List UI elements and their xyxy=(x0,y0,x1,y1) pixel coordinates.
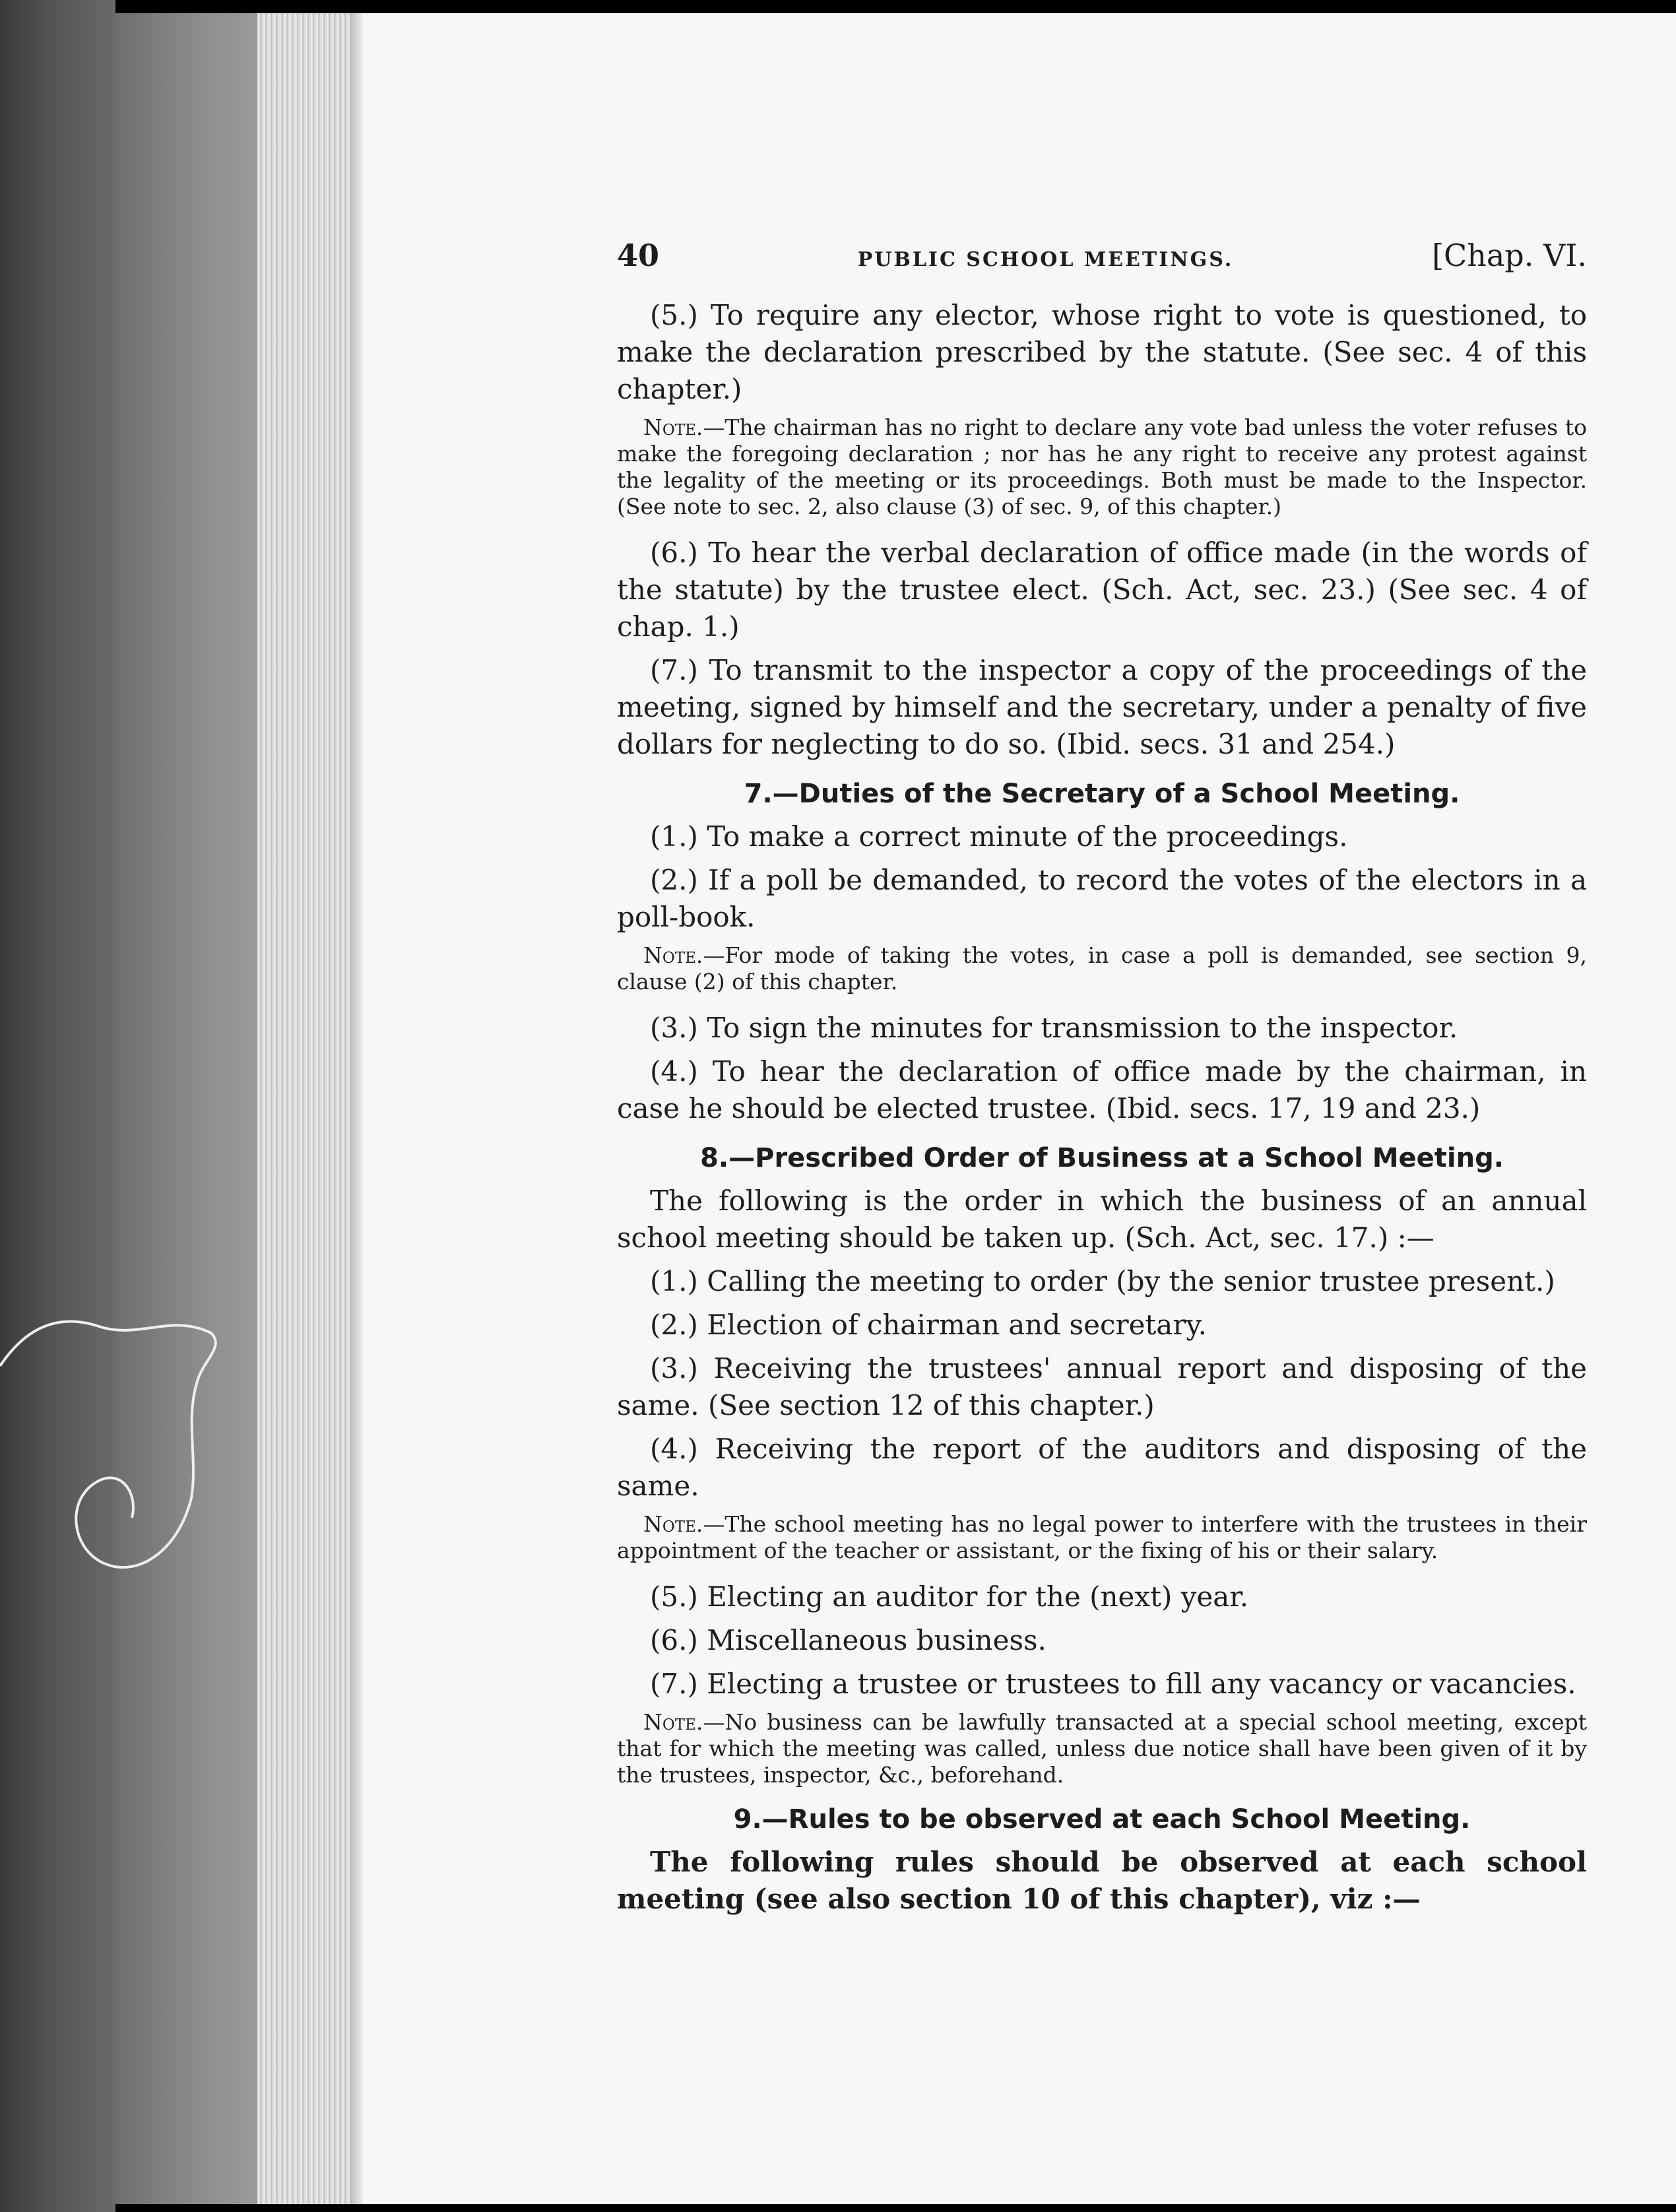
order-item-5: (5.) Electing an auditor for the (next) year. xyxy=(650,1580,1249,1613)
secretary-item-1: (1.) To make a correct minute of the proceedings. xyxy=(650,820,1348,853)
note-text: —No business can be lawfully transacted at a special school meeting, except that for which the meeting was called, unless due notice shall have been given of it by the trustees, inspector, &c., beforehand. xyxy=(617,1709,1587,1788)
page-text-block xyxy=(617,238,1587,1931)
page-number: 40 xyxy=(617,238,660,273)
chapter-label: [Chap. VI. xyxy=(1432,238,1587,273)
page-gutter-shade xyxy=(350,13,363,2204)
note-paragraph xyxy=(617,1709,1587,1788)
order-item-6: (6.) Miscellaneous business. xyxy=(650,1624,1047,1656)
note-text: —The chairman has no right to declare any vote bad unless the voter refuses to make the foregoing declaration ; nor has he any right to receive any protest against the legality of the meeting or its proceedings. Both must be made to the Inspector. (See note to sec. 2, also clause (3) of sec. 9, of this chapter.) xyxy=(617,414,1587,519)
paragraph-item-7: (7.) To transmit to the inspector a copy of the proceedings of the meeting, signed by himself and the secretary, under a penalty of five dollars for neglecting to do so. (Ibid. secs. 31 and 254.) xyxy=(617,654,1587,760)
secretary-item-4: (4.) To hear the declaration of office made by the chairman, in case he should be elected trustee. (Ibid. secs. 17, 19 and 23.) xyxy=(617,1055,1587,1124)
note-paragraph xyxy=(617,414,1587,520)
note-text: —The school meeting has no legal power to interfere with the trustees in their appointment of the teacher or assistant, or the fixing of his or their salary. xyxy=(617,1511,1587,1563)
rules-intro: The following rules should be observed at each school meeting (see also section 10 of this chapter), viz :— xyxy=(617,1846,1587,1915)
secretary-item-2: (2.) If a poll be demanded, to record the votes of the electors in a poll-book. xyxy=(617,864,1587,933)
note-label: Note. xyxy=(643,414,703,440)
note-paragraph xyxy=(617,1511,1587,1564)
running-head xyxy=(617,238,1587,297)
section-heading-7: 7.—Duties of the Secretary of a School Meeting. xyxy=(744,779,1460,809)
order-intro: The following is the order in which the business of an annual school meeting should be taken up. (Sch. Act, sec. 17.) :— xyxy=(617,1185,1587,1254)
note-paragraph xyxy=(617,942,1587,995)
order-item-1: (1.) Calling the meeting to order (by the senior trustee present.) xyxy=(650,1265,1555,1297)
section-heading-9: 9.—Rules to be observed at each School Meeting. xyxy=(733,1804,1471,1835)
note-label: Note. xyxy=(643,1511,703,1537)
order-item-3: (3.) Receiving the trustees' annual report and disposing of the same. (See section 12 of this chapter.) xyxy=(617,1352,1587,1421)
note-label: Note. xyxy=(643,942,703,968)
order-item-2: (2.) Election of chairman and secretary. xyxy=(650,1309,1207,1341)
secretary-item-3: (3.) To sign the minutes for transmission to the inspector. xyxy=(650,1012,1458,1044)
paragraph-item-5: (5.) To require any elector, whose right to vote is questioned, to make the declaration prescribed by the statute. (See sec. 4 of this chapter.) xyxy=(617,299,1587,405)
paragraph-item-6: (6.) To hear the verbal declaration of office made (in the words of the statute) by the trustee elect. (Sch. Act, sec. 23.) (See sec. 4 of chap. 1.) xyxy=(617,537,1587,643)
page-edges xyxy=(257,13,356,2204)
order-item-7: (7.) Electing a trustee or trustees to fill any vacancy or vacancies. xyxy=(650,1668,1576,1700)
scan-left-border xyxy=(0,0,115,2212)
book-binding-shadow xyxy=(115,13,257,2204)
note-text: —For mode of taking the votes, in case a poll is demanded, see section 9, clause (2) of this chapter. xyxy=(617,942,1587,994)
order-item-4: (4.) Receiving the report of the auditors and disposing of the same. xyxy=(617,1433,1587,1502)
running-title: PUBLIC SCHOOL MEETINGS. xyxy=(857,248,1234,271)
pencil-scribble-mark xyxy=(0,1287,238,1617)
section-heading-8: 8.—Prescribed Order of Business at a School Meeting. xyxy=(700,1143,1504,1173)
note-label: Note. xyxy=(643,1709,703,1735)
